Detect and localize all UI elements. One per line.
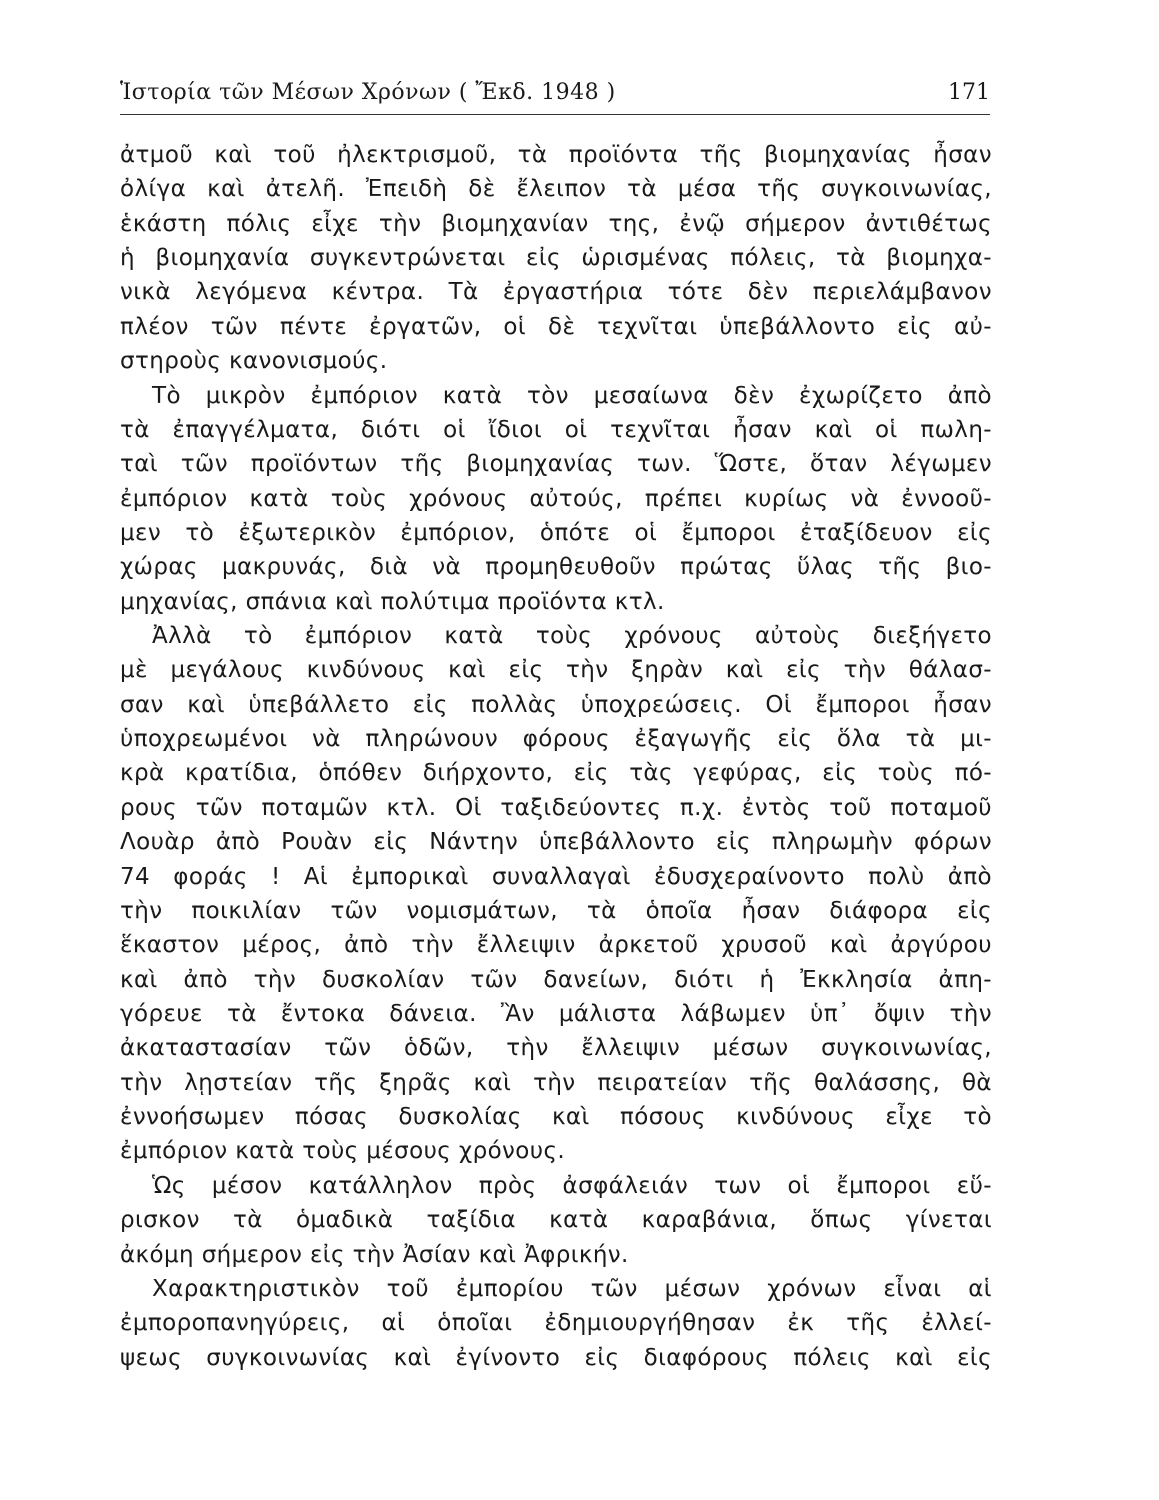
text-line: ρισκον τὰ ὁμαδικὰ ταξίδια κατὰ καραβάνια, ὅπως γίνεται	[120, 1207, 992, 1234]
running-head	[120, 70, 990, 115]
text-line: γόρευε τὰ ἔντοκα δάνεια. Ἂν μάλιστα λάβωμεν ὑπ᾽ ὄψιν τὴν	[120, 1000, 992, 1027]
text-line: ρους τῶν ποταμῶν κτλ. Οἱ ταξιδεύοντες π.χ. ἐντὸς τοῦ ποταμοῦ	[120, 794, 992, 821]
text-line: μὲ μεγάλους κινδύνους καὶ εἰς τὴν ξηρὰν καὶ εἰς τὴν θάλασ-	[120, 657, 992, 684]
text-line: καὶ ἀπὸ τὴν δυσκολίαν τῶν δανείων, διότι ἡ Ἐκκλησία ἀπη-	[120, 966, 992, 993]
text-line: ἀτμοῦ καὶ τοῦ ἠλεκτρισμοῦ, τὰ προϊόντα τῆς βιομηχανίας ἦσαν	[120, 142, 992, 168]
text-line: Ἀλλὰ τὸ ἐμπόριον κατὰ τοὺς χρόνους αὐτοὺς διεξήγετο	[152, 623, 992, 650]
text-line: ψεως συγκοινωνίας καὶ ἐγίνοντο εἰς διαφόρους πόλεις καὶ εἰς	[120, 1344, 992, 1371]
text-line: Χαρακτηριστικὸν τοῦ ἐμπορίου τῶν μέσων χρόνων εἶναι αἱ	[152, 1275, 992, 1302]
text-line: ἡ βιομηχανία συγκεντρώνεται εἰς ὡρισμένας πόλεις, τὰ βιομηχα-	[120, 245, 992, 272]
text-line: ἀκόμη σήμερον εἰς τὴν Ἀσίαν καὶ Ἀφρικήν.	[120, 1241, 629, 1268]
text-line: μεν τὸ ἐξωτερικὸν ἐμπόριον, ὁπότε οἱ ἔμποροι ἐταξίδευον εἰς	[120, 519, 992, 546]
text-line: τὴν λῃστείαν τῆς ξηρᾶς καὶ τὴν πειρατείαν τῆς θαλάσσης, θὰ	[120, 1069, 992, 1096]
text-line: τὴν ποικιλίαν τῶν νομισμάτων, τὰ ὁποῖα ἦσαν διάφορα εἰς	[120, 897, 992, 924]
text-line: ἕκαστον μέρος, ἀπὸ τὴν ἔλλειψιν ἀρκετοῦ χρυσοῦ καὶ ἀργύρου	[120, 932, 992, 959]
text-line: πλέον τῶν πέντε ἐργατῶν, οἱ δὲ τεχνῖται ὑπεβάλλοντο εἰς αὐ-	[120, 313, 992, 340]
text-line: ὀλίγα καὶ ἀτελῆ. Ἐπειδὴ δὲ ἔλειπον τὰ μέσα τῆς συγκοινωνίας,	[120, 176, 992, 203]
text-line: 74 φοράς ! Αἱ ἐμπορικαὶ συναλλαγαὶ ἐδυσχεραίνοντο πολὺ ἀπὸ	[120, 863, 992, 890]
text-line: τὰ ἐπαγγέλματα, διότι οἱ ἴδιοι οἱ τεχνῖται ἦσαν καὶ οἱ πωλη-	[120, 416, 992, 443]
text-line: ἐννοήσωμεν πόσας δυσκολίας καὶ πόσους κινδύνους εἶχε τὸ	[120, 1104, 992, 1131]
text-line: Τὸ μικρὸν ἐμπόριον κατὰ τὸν μεσαίωνα δὲν ἐχωρίζετο ἀπὸ	[152, 382, 992, 409]
running-title: Ἱστορία τῶν Μέσων Χρόνων ( Ἔκδ. 1948 )	[120, 80, 616, 105]
text-line: ἐμπόριον κατὰ τοὺς χρόνους αὐτούς, πρέπει κυρίως νὰ ἐννοοῦ-	[120, 485, 992, 512]
text-line: ὑποχρεωμένοι νὰ πληρώνουν φόρους ἐξαγωγῆς εἰς ὅλα τὰ μι-	[120, 726, 992, 753]
text-line: κρὰ κρατίδια, ὁπόθεν διήρχοντο, εἰς τὰς γεφύρας, εἰς τοὺς πό-	[120, 760, 992, 787]
text-line: χώρας μακρυνάς, διὰ νὰ προμηθευθοῦν πρώτας ὕλας τῆς βιο-	[120, 554, 992, 581]
text-line: ἑκάστη πόλις εἶχε τὴν βιομηχανίαν της, ἐνῷ σήμερον ἀντιθέτως	[120, 210, 992, 237]
text-line: Λουὰρ ἀπὸ Ρουὰν εἰς Νάντην ὑπεβάλλοντο εἰς πληρωμὴν φόρων	[120, 829, 992, 856]
text-line: ἀκαταστασίαν τῶν ὁδῶν, τὴν ἔλλειψιν μέσων συγκοινωνίας,	[120, 1035, 992, 1062]
text-line: ἐμπόριον κατὰ τοὺς μέσους χρόνους.	[120, 1138, 566, 1165]
text-line: ἐμποροπανηγύρεις, αἱ ὁποῖαι ἐδημιουργήθησαν ἐκ τῆς ἐλλεί-	[120, 1310, 992, 1337]
text-line: σαν καὶ ὑπεβάλλετο εἰς πολλὰς ὑποχρεώσεις. Οἱ ἔμποροι ἦσαν	[120, 691, 992, 718]
body-text	[120, 138, 992, 1375]
text-line: νικὰ λεγόμενα κέντρα. Τὰ ἐργαστήρια τότε δὲν περιελάμβανον	[120, 279, 992, 306]
text-line: ταὶ τῶν προϊόντων τῆς βιομηχανίας των. Ὥστε, ὅταν λέγωμεν	[120, 451, 992, 478]
text-line: στηροὺς κανονισμούς.	[120, 348, 388, 375]
text-line: μηχανίας, σπάνια καὶ πολύτιμα προϊόντα κτλ.	[120, 588, 665, 615]
text-line: Ὡς μέσον κατάλληλον πρὸς ἀσφάλειάν των οἱ ἔμποροι εὕ-	[152, 1172, 992, 1199]
page-number: 171	[948, 80, 990, 105]
